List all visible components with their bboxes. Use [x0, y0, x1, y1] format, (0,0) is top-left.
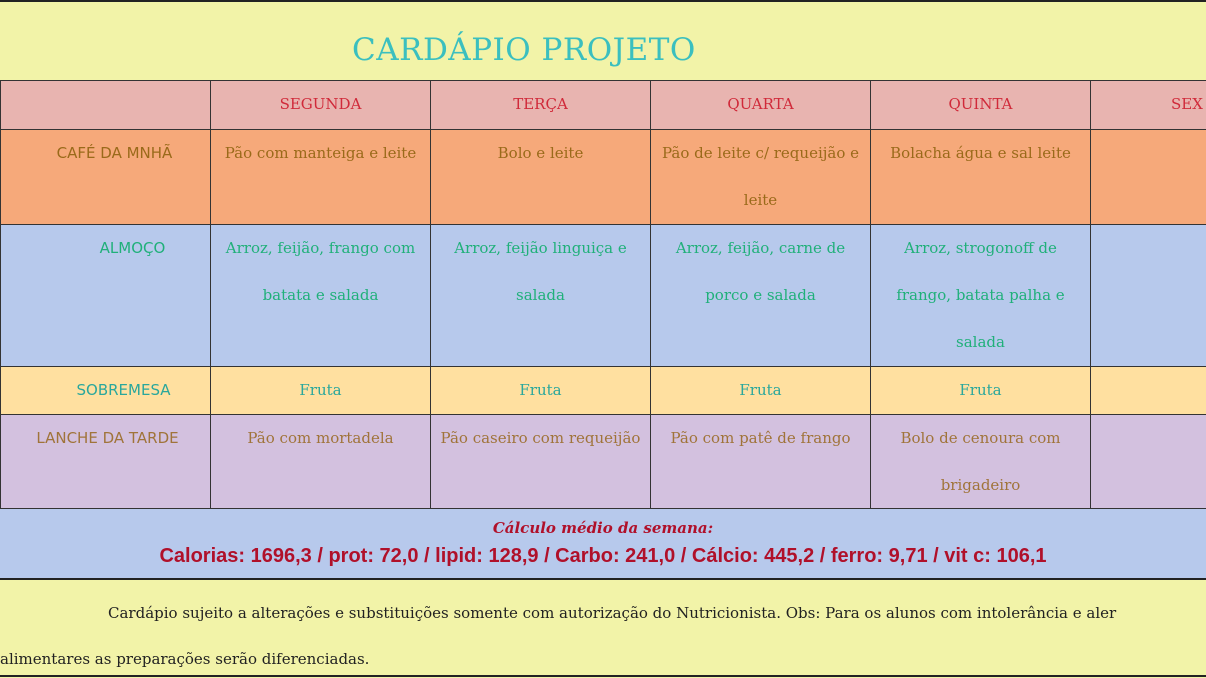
table-cell: Pão com patê de frango [651, 415, 871, 510]
header-day-segunda: SEGUNDA [211, 81, 431, 130]
row-label-lanche: LANCHE DA TARDE [1, 415, 211, 510]
calc-title: Cálculo médio da semana: [492, 519, 714, 537]
note-band [0, 580, 1206, 678]
table-cell: Fruta [431, 367, 651, 415]
table-cell [1091, 130, 1206, 225]
note-line-2: alimentares as preparações serão diferenciadas. [0, 650, 370, 668]
table-cell: Bolacha água e sal leite [871, 130, 1091, 225]
table-cell: Arroz, feijão linguiça e salada [431, 225, 651, 367]
table-cell: Bolo e leite [431, 130, 651, 225]
note-line-1: Cardápio sujeito a alterações e substituições somente com autorização do Nutricionista. Obs: Para os alunos com intolerância e aler [108, 604, 1117, 622]
calc-values: Calorias: 1696,3 / prot: 72,0 / lipid: 128,9 / Carbo: 241,0 / Cálcio: 445,2 / ferro: 9,71 / vit c: 106,1 [159, 545, 1047, 567]
menu-table [0, 80, 1206, 510]
table-row-cafe [1, 130, 1206, 225]
table-cell: Pão de leite c/ requeijão e leite [651, 130, 871, 225]
table-cell: Fruta [871, 367, 1091, 415]
weekly-calculation-band [0, 508, 1206, 580]
table-cell [1091, 415, 1206, 510]
row-label-cafe: CAFÉ DA MNHÃ [1, 130, 211, 225]
row-label-almoco: ALMOÇO [1, 225, 211, 367]
table-cell: Pão com manteiga e leite [211, 130, 431, 225]
table-row-sobremesa [1, 367, 1206, 415]
header-day-terca: TERÇA [431, 81, 651, 130]
table-cell: Fruta [651, 367, 871, 415]
table-cell: Arroz, feijão, frango com batata e salada [211, 225, 431, 367]
bottom-rule [0, 675, 1206, 677]
page-title: CARDÁPIO PROJETO [352, 32, 696, 68]
table-row-almoco [1, 225, 1206, 367]
table-cell [1091, 367, 1206, 415]
table-cell: Pão caseiro com requeijão [431, 415, 651, 510]
table-cell: Arroz, strogonoff de frango, batata palha e salada [871, 225, 1091, 367]
table-cell: Arroz, feijão, carne de porco e salada [651, 225, 871, 367]
header-day-quarta: QUARTA [651, 81, 871, 130]
table-row-lanche [1, 415, 1206, 510]
table-cell [1091, 225, 1206, 367]
table-cell: Bolo de cenoura com brigadeiro [871, 415, 1091, 510]
table-cell: Fruta [211, 367, 431, 415]
table-cell: Pão com mortadela [211, 415, 431, 510]
row-label-sobremesa: SOBREMESA [1, 367, 211, 415]
table-header-row [1, 81, 1206, 130]
header-day-quinta: QUINTA [871, 81, 1091, 130]
header-corner-cell [1, 81, 211, 130]
title-band [0, 0, 1206, 80]
header-day-sexta: SEX [1091, 81, 1206, 130]
